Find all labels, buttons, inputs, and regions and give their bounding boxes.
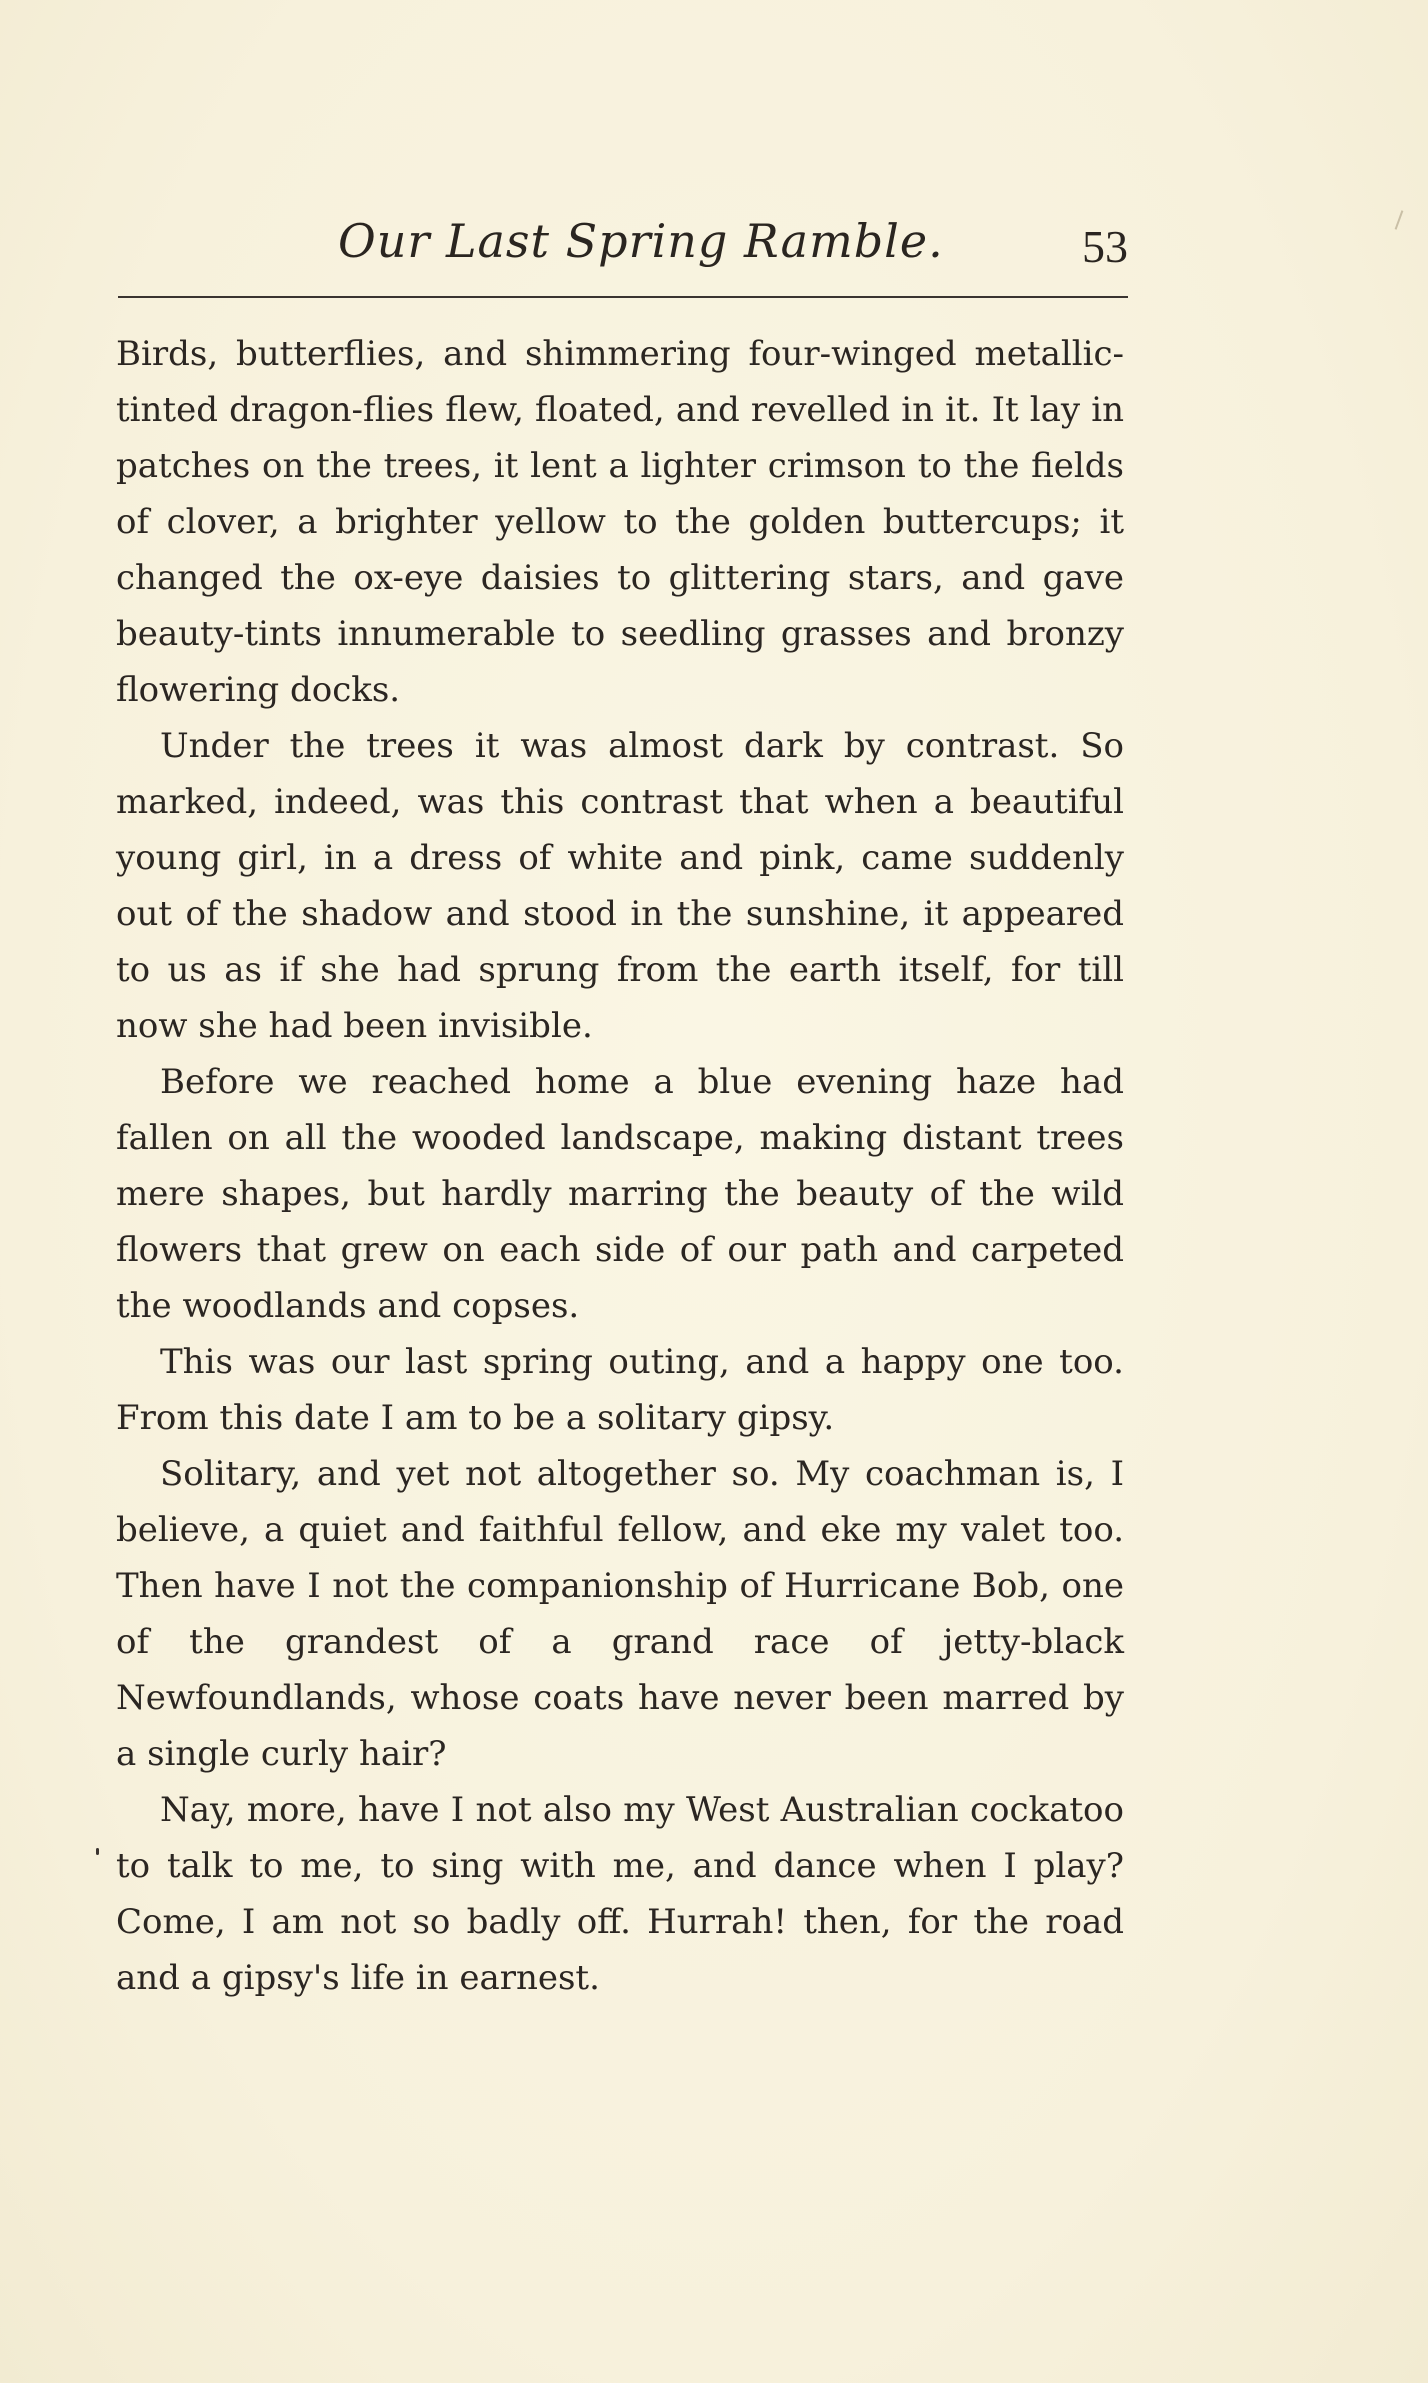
paragraph: Nay, more, have I not also my West Australian cockatoo to talk to me, to sing with me, and dance when I play? Come, I am not so badly off. Hurrah! then, for the road and a gipsy's life in earnest. (116, 1790, 1124, 1998)
paper-mark (1395, 210, 1404, 229)
paragraph: This was our last spring outing, and a happy one too. From this date I am to be a solitary gipsy. (116, 1342, 1124, 1438)
paragraph: Before we reached home a blue evening haze had fallen on all the wooded landscape, making distant trees mere shapes, but hardly marring the beauty of the wild flowers that grew on each side of our path and carpeted the woodlands and copses. (116, 1062, 1124, 1326)
page-header (118, 210, 1128, 280)
ink-speck (96, 1848, 99, 1855)
body-text (116, 326, 1124, 2006)
paragraph: Solitary, and yet not altogether so. My coachman is, I believe, a quiet and faithful fellow, and eke my valet too. Then have I not the companionship of Hurricane Bob, one of the grandest of a grand race of jetty-black Newfoundlands, whose coats have never been marred by a single curly hair? (116, 1454, 1124, 1774)
paragraph: Birds, butterflies, and shimmering four-winged metallic-tinted dragon-flies flew, floated, and revelled in it. It lay in patches on the trees, it lent a lighter crimson to the fields of clover, a brighter yellow to the golden buttercups; it changed the ox-eye daisies to glittering stars, and gave beauty-tints innumerable to seedling grasses and bronzy flowering docks. (116, 334, 1124, 710)
running-title: Our Last Spring Ramble. (338, 214, 944, 268)
header-rule (118, 296, 1128, 298)
paragraph: Under the trees it was almost dark by contrast. So marked, indeed, was this contrast that when a beautiful young girl, in a dress of white and pink, came suddenly out of the shadow and stood in the sunshine, it appeared to us as if she had sprung from the earth itself, for till now she had been invisible. (116, 726, 1124, 1046)
page-number: 53 (1082, 221, 1128, 272)
